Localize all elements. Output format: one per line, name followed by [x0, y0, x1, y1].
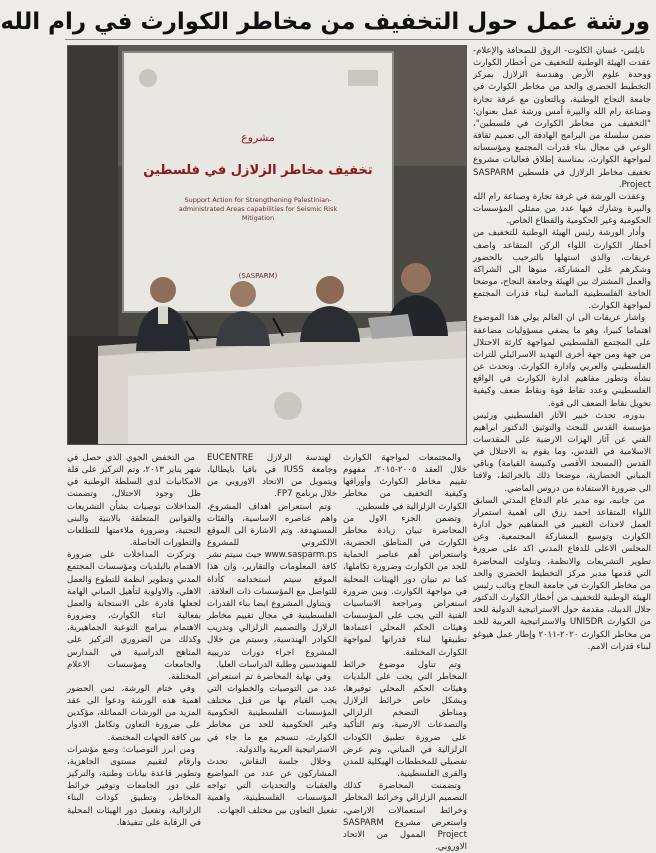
- article-column-right: [473, 45, 651, 790]
- slide-logo-left: [139, 69, 157, 87]
- paragraph: والمجتمعات لمواجهة الكوارث خلال العقد ٢٠٠٥-٢٠١٥، مفهوم تقييم مخاطر الكوارث وأوراقها وكيفية التخفيف من مخاطر الكوارث الزلزالية في فلسطين.: [343, 453, 467, 512]
- slide-title-ar: مشروع: [241, 131, 275, 144]
- headline: ورشة عمل حول التخفيف من مخاطر الكوارث في رام الله: [0, 9, 650, 35]
- article-column-3: [207, 452, 337, 816]
- article-column-2: [343, 452, 467, 852]
- paragraph: نابلس- غسان الكلوت- الروق للصحافة والإعلام- عقدت الهيئة الوطنية للتخفيف من أخطار الكوارث ووحدة علوم الأرض وهندسة الزلازل بمركز التخطيط الحضري والحد من مخاطر الكوارث في جامعة النجاح الوطنية، وبالتعاون مع غرفة تجارة وصناعة رام الله والبيرة أمس ورشة عمل بعنوان: "التخفيف من مخاطر الكوارث في فلسطين"، ضمن سلسلة من البرامج الهادفة الى تعميم ثقافة الوعي في مجال بناء قدرات المجتمع ومؤسساته لمواجهة الكوارث، بمناسبة إطلاق فعاليات مشروع تخفيف مخاطر الزلازل في فلسطين SASPARM Project.: [473, 46, 651, 190]
- paragraph: ومن ابرز التوصيات: وضع مؤشرات وارقام لتقييم مستوى الجاهزية، وتطوير قاعدة بيانات وطنية، والتركيز على دور الجامعات وتوفير خرائط المخاطر، وتطبيق كودات البناء الزلزالية، وتفعيل دور الهيئات المحلية في الرقابة على تنفيذها.: [67, 744, 201, 828]
- paragraph: لهندسة الزلازل EUCENTRE وجامعة IUSS في بافيا بايطاليا، ويتمويل من الاتحاد الاوروبي من خلال برنامج FP7.: [207, 453, 337, 500]
- laptop: [368, 314, 413, 339]
- paragraph: وتركزت المداخلات على ضرورة الاهتمام بالبلديات ومؤسسات المجتمع المدني وتطوير انظمة للتطوع والعمل الاهلي، والاولوية لتأهيل المباني الهامة لجعلها قادرة على الاستجابة والعمل بفعالية اثناء الكوارث، وضرورة الاهتمام ببرامج التوعية الجماهيرية، وكذلك من الضروري التركيز على المناهج الدراسية في المدارس والجامعات ومؤسسات الاعلام المختلفة.: [67, 550, 201, 682]
- paragraph: وتم تناول موضوع خرائط المخاطر التي يجب على البلديات وهيئات الحكم المحلي توفيرها، وبشكل خاص خرائط الزلازل ومناطق التضخم الزلزالي والتصدعات الارضية، وتم التأكيد على ضرورة تطبيق الكودات الزلزالية في المباني، وتم عرض تفصيلي للمخططات الهيكلية للمدن والقرى الفلسطينية.: [343, 659, 467, 780]
- slide-subtitle-ar: تخفيف مخاطر الزلازل في فلسطين: [143, 163, 373, 178]
- paragraph: وتضمن الجزء الاول من المحاضرة تبيان زيادة مخاطر الكوارث في المناطق الحضرية، واستعراض أهم عناصر الحماية للحد من الكوارث وضرورة تكاملها، كما تم تبيان دور الهيئات المحلية في مواجهة الكوارث. وبين ضرورة استعراض ومراجعة الاساسيات الفنية التي يجب على المؤسسات وهيئات الحكم المحلي اعتمادها تطبيقها لبناء قدراتها لمواجهة الكوارث المختلفة.: [343, 513, 467, 658]
- workshop-photo: [67, 45, 467, 445]
- paragraph: وعقدت الورشة في غرفة تجارة وصناعة رام الله والبيرة وشارك فيها عدد من ممثلي المؤسسات الحكومية وغير الحكومية والقطاع الخاص.: [473, 191, 651, 227]
- headline-divider: [65, 39, 650, 40]
- paragraph: من التخفض الجوي الذي حصل في شهر يناير ٢٠١٣، وتم التركيز على قلة الامكانيات لدى السلطة الوطنية في ظل وجود الاحتلال، وتضمنت المداخلات توصيات بشأن التشريعات والقوانين المتعلقة بالابنية والبنى التحتية، وضرورة ملاءمتها للتطلعات والتطورات الحاصلة.: [67, 453, 201, 549]
- slide-title-en: Support Action for Strengthening Palestinian-administrated Areas capabilities for Seismic Risk Mitigation: [178, 196, 338, 222]
- paragraph: وتم استعراض اهداف المشروع، واهم عناصره الاساسية، والفئات المستهدفة. وتم الاشارة الى الموقع الالكتروني للمشروع www.sasparm.ps حيث سيتم نشر كافة المعلومات والتقارير، وان هذا الموقع سيتم استخدامه كأداة للتواصل مع المؤسسات ذات العلاقة.: [207, 501, 337, 597]
- paragraph: وأدار الورشة رئيس الهيئة الوطنية للتخفيف من أخطار الكوارث اللواء الركن المتقاعد واصف عريقات، والذي استهلها بالترحيب بالحضور وشكرهم على المشاركة، منوها الى الشراكة والعمل المشترك بين الهيئة وجامعة النجاح، موضحا الحاجة الفلسطينية الماسة لبناء قدرات المجتمع لمواجهة الكوارث.: [473, 228, 651, 312]
- paragraph: وخلال جلسة النقاش، تحدث المشاركون عن عدد من المواضيع والعقبات والتحديات التي تواجه المؤسسات الفلسطينية، واهمية تفعيل التعاون بين مختلف الجهات.: [207, 756, 337, 816]
- paragraph: ويتناول المشروع ايضا بناء القدرات الفلسطينية في مجال تقييم مخاطر الزلازل والتصميم الزلزالي وتدريب الكوادر الهندسية، وسيتم من خلال المشروع اجراء دورات تدريبية للمهندسين وطلبة الدراسات العليا.: [207, 598, 337, 670]
- slide-acronym: (SASPARM): [238, 272, 278, 280]
- paragraph: وفي نهاية المحاضرة تم استعراض عدد من التوصيات والخطوات التي يجب القيام بها من قبل مختلف المؤسسات الفلسطينية الحكومية وغير الحكومية للحد من مخاطر الكوارث، تنسجم مع ما جاء في الاستراتيجية العربية والدولية.: [207, 671, 337, 755]
- paragraph: من جانبه، نوه مدير عام الدفاع المدني السابق اللواء المتقاعد احمد رزق الى اهمية استمرار العمل لاحداث التغيير في المفاهيم حول ادارة الكوارث وتوسيع المشاركة المجتمعية. وعن المجلس الاعلى للدفاع المدني اكد على ضرورة تطوير التشريعات والانظمة، وتناولت المحاضرة التي قدمها مدير مركز التخطيط الحضري والحد من مخاطر الكوارث في جامعة النجاح ونائب رئيس الهيئة الوطنية للتخفيف من أخطار الكوارث الدكتور جلال الدبيك، مقدمة حول الاستراتيجية الدولية للحد من الكوارث UNISDR والاستراتيجية العربية للحد من مخاطر الكوارث ٢٠٢٠-٢٠١١ وإطار عمل هيوغو لبناء قدرات الامم.: [472, 495, 651, 652]
- paragraph: وفي ختام الورشة، ثمن الحضور اهمية هذه الورشة ودعوا الى عقد المزيد من الورشات المماثلة، مؤكدين على ضرورة التعاون وتكامل الادوار بين كافة الجهات المختصة.: [67, 683, 201, 743]
- paragraph: بدوره، تحدث خبير الآثار الفلسطيني ورئيس مؤسسة القدس للبحث والتوثيق الدكتور ابراهيم الفني عن آثار الهزات الارضية على المقدسات الاسلامية في القدس، وما يقوم به الاحتلال في القدس (المسجد الأقصى وكنيسة القيامة) وباقي المباني الحضارية، موضحا ذلك بالخرائط، ولافتا الى ضرورة الاستفادة من دروس الماضي.: [473, 410, 651, 494]
- paragraph: واشار عريقات الى ان العالم يولي هذا الموضوع اهتماما كبيرا، وهو ما يضفي مسؤوليات مضاعفة على المجتمع الفلسطيني لمواجهة كارثة الاحتلال من جهة ومن جهة أخرى التهديد الاسرائيلي للتراث الفلسطيني والعربي وادارة الكوارث. وتحدث عن نشأة وتطور مفاهيم ادارة الكوارث في الواقع الفلسطيني وعدد نقاط قوة ونقاط ضعف وكيفية تحويل نقاط الضعف الى قوة.: [473, 313, 651, 409]
- paragraph: وتضمنت المحاضرة كذلك التصميم الزلزالي وخرائط المخاطر وخرائط استعمالات الاراضي، واستعرض مشروع SASPARM Project الممول من الاتحاد الاوروبي.: [343, 781, 467, 852]
- article-column-4: [67, 452, 201, 828]
- table-banner-logo: [274, 392, 302, 420]
- slide-logo-right: [348, 70, 378, 86]
